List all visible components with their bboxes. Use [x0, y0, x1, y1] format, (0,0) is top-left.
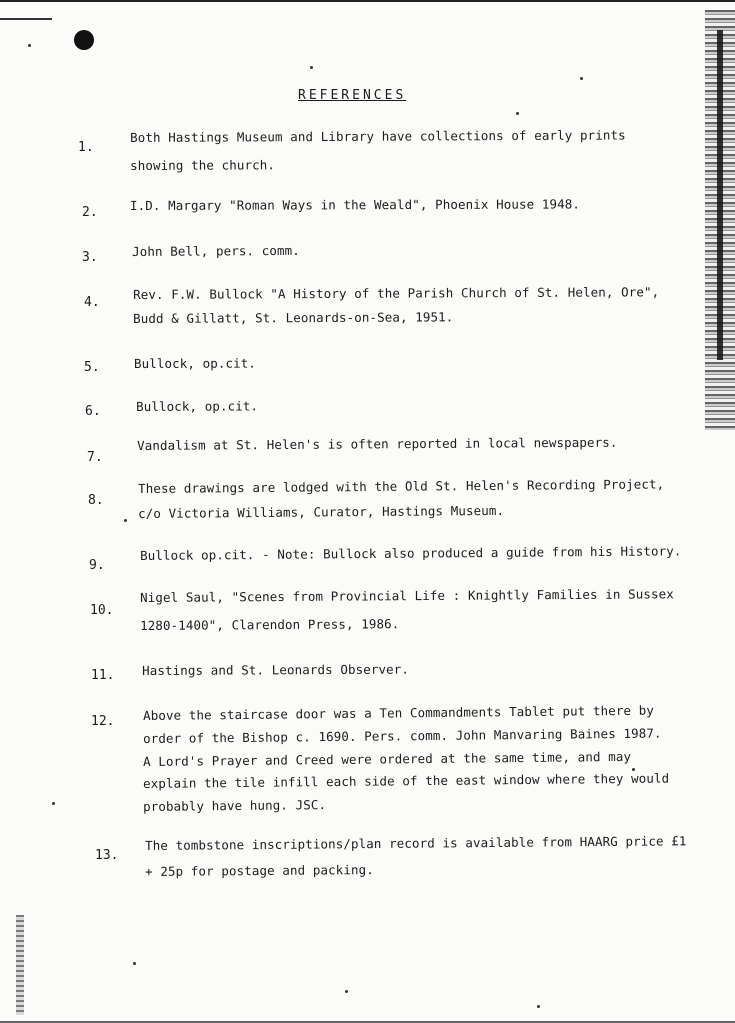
reference-text-line: Both Hastings Museum and Library have collections of early prints	[130, 127, 626, 145]
reference-text-line: Vandalism at St. Helen's is often reported in local newspapers.	[137, 434, 618, 453]
reference-text-line: order of the Bishop c. 1690. Pers. comm. John Manvaring Baines 1987.	[143, 725, 662, 746]
reference-text-line: The tombstone inscriptions/plan record is available from HAARG price £1	[145, 833, 687, 853]
reference-text-line: Hastings and St. Leonards Observer.	[142, 661, 409, 678]
speck	[345, 990, 348, 993]
speck	[133, 962, 136, 965]
punch-hole	[74, 30, 94, 50]
reference-text-line: These drawings are lodged with the Old St. Helen's Recording Project,	[138, 476, 665, 496]
reference-text-line: Budd & Gillatt, St. Leonards-on-Sea, 1951.	[133, 309, 454, 326]
reference-text-line: + 25p for postage and packing.	[145, 862, 374, 879]
reference-number: 11.	[91, 668, 115, 683]
scan-edge-left	[16, 915, 24, 1015]
speck	[28, 44, 31, 47]
reference-number: 3.	[82, 250, 98, 265]
reference-number: 9.	[89, 558, 105, 573]
reference-number: 10.	[90, 603, 114, 618]
reference-text-line: John Bell, pers. comm.	[132, 242, 300, 259]
scan-edge-top	[0, 0, 735, 2]
reference-text-line: A Lord's Prayer and Creed were ordered at the same time, and may	[143, 748, 632, 769]
reference-number: 8.	[88, 493, 104, 508]
reference-text-line: Rev. F.W. Bullock "A History of the Parish Church of St. Helen, Ore",	[133, 284, 660, 302]
reference-text-line: Bullock op.cit. - Note: Bullock also produced a guide from his History.	[140, 543, 682, 563]
reference-text-line: probably have hung. JSC.	[143, 797, 327, 814]
reference-text-line: c/o Victoria Williams, Curator, Hastings Museum.	[138, 502, 505, 521]
reference-number: 2.	[82, 205, 98, 220]
reference-text-line: Bullock, op.cit.	[134, 355, 257, 371]
speck	[124, 519, 127, 522]
page-title: REFERENCES	[298, 88, 407, 103]
scan-edge-mark	[0, 18, 52, 20]
reference-number: 5.	[84, 360, 100, 375]
speck	[516, 112, 519, 115]
reference-number: 13.	[95, 848, 119, 863]
reference-text-line: I.D. Margary "Roman Ways in the Weald", Phoenix House 1948.	[130, 196, 580, 213]
scan-edge-right-dark	[717, 30, 723, 360]
reference-text-line: explain the tile infill each side of the east window where they would	[143, 770, 670, 791]
reference-number: 12.	[91, 714, 115, 729]
speck	[52, 802, 55, 805]
reference-text-line: Above the staircase door was a Ten Commandments Tablet put there by	[143, 702, 655, 723]
reference-text-line: showing the church.	[130, 157, 275, 173]
reference-text-line: Bullock, op.cit.	[136, 398, 259, 414]
reference-number: 6.	[85, 404, 101, 419]
reference-number: 1.	[78, 140, 94, 155]
reference-text-line: Nigel Saul, "Scenes from Provincial Life : Knightly Families in Sussex	[140, 586, 674, 605]
reference-text-line: 1280-1400", Clarendon Press, 1986.	[140, 616, 400, 633]
speck	[580, 77, 583, 80]
speck	[537, 1005, 540, 1008]
reference-number: 7.	[87, 450, 103, 465]
speck	[310, 66, 313, 69]
reference-number: 4.	[84, 295, 100, 310]
